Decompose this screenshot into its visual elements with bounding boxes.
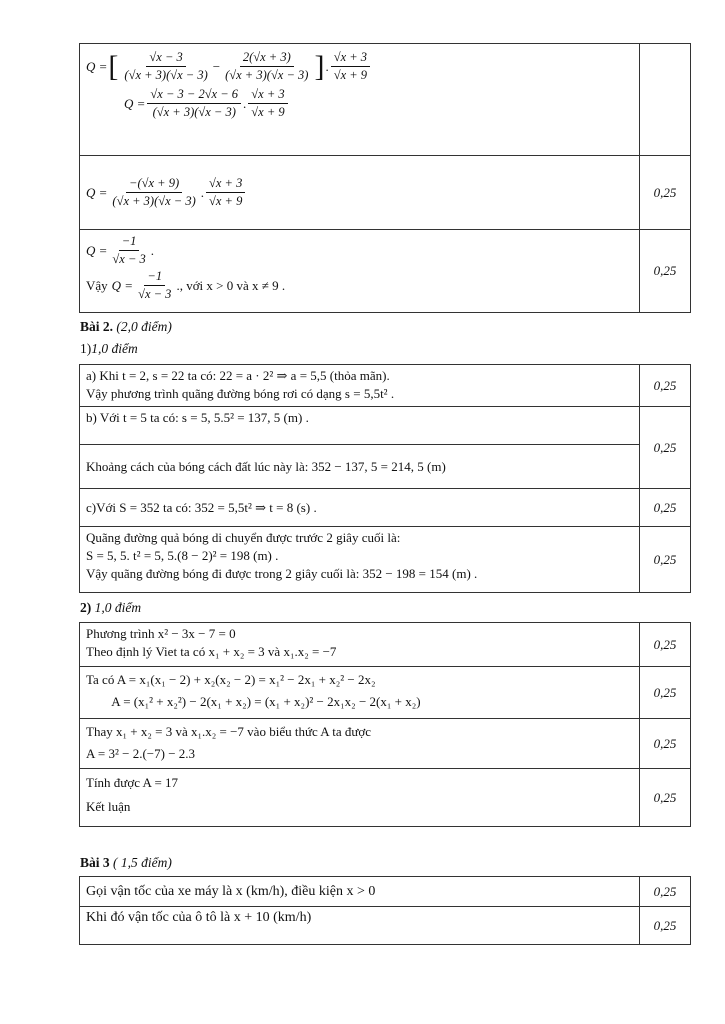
answer-cell: Khoảng cách của bóng cách đất lúc này là: 352 − 137, 5 = 214, 5 (m) bbox=[80, 445, 640, 489]
fraction: $\frac{-1}{√x - 3}$ bbox=[112, 234, 146, 266]
score-cell: 0,25 bbox=[640, 623, 691, 667]
answer-cell: Ta có A = x₁(x₁ − 2) + x₂(x₂ − 2) = x₁² − 2x₁ + x₂² − 2x₂ A = (x₁² + x₂²) − 2(x₁ + x₂) = (x₁ + x₂)² − 2x₁x₂ − 2(x₁ + x₂) bbox=[80, 667, 640, 719]
bai2-part1-table bbox=[79, 364, 691, 593]
q-equation-4: Q = $\frac{-1}{√x - 3}$ . bbox=[86, 234, 155, 266]
q-label: Q = bbox=[86, 242, 108, 258]
table-row bbox=[80, 667, 691, 719]
score-cell: 0,25 bbox=[640, 156, 691, 230]
table-row bbox=[80, 365, 691, 407]
bai3-heading: Bài 3 ( 1,5 điểm) bbox=[80, 855, 172, 870]
q-step-1-cell bbox=[80, 44, 640, 156]
q-simplification-table bbox=[79, 43, 691, 313]
q-equation-1: Q = [ $\frac{√x - 3}{(√x + 3)(√x - 3)}$ − $\frac{2(√x + 3)}{(√x + 3)(√x - 3)}$ ] . $\frac{√x + 3}{√x + 9}$ bbox=[86, 50, 633, 83]
score-cell: 0,25 bbox=[640, 769, 691, 827]
bai2-heading: Bài 2. (2,0 điểm) bbox=[80, 319, 172, 334]
table-row bbox=[80, 44, 691, 156]
fraction: $\frac{√x + 3}{√x + 9}$ bbox=[248, 87, 287, 120]
table-row bbox=[80, 623, 691, 667]
minus-sign: − bbox=[212, 58, 221, 74]
q-conclusion: Vậy Q = $\frac{-1}{√x - 3}$ ., với x > 0 và x ≠ 9 . bbox=[86, 269, 286, 301]
table-row bbox=[80, 907, 691, 945]
score-cell: 0,25 bbox=[640, 877, 691, 907]
answer-cell: Quãng đường quả bóng di chuyển được trước 2 giây cuối là: S = 5, 5. t² = 5, 5.(8 − 2)² = 198 (m) . Vậy quãng đường bóng đi được trong 2 giây cuối là: 352 − 198 = 154 (m) . bbox=[80, 527, 640, 593]
table-row bbox=[80, 877, 691, 907]
fraction: $\frac{√x + 3}{√x + 9}$ bbox=[331, 50, 370, 83]
fraction: $\frac{√x - 3}{(√x + 3)(√x - 3)}$ bbox=[124, 50, 208, 82]
answer-cell: Khi đó vận tốc của ô tô là x + 10 (km/h) bbox=[80, 907, 640, 945]
answer-cell: Phương trình x² − 3x − 7 = 0 Theo định lý Viet ta có x₁ + x₂ = 3 và x₁.x₂ = −7 bbox=[80, 623, 640, 667]
answer-cell: b) Với t = 5 ta có: s = 5, 5.5² = 137, 5 (m) . bbox=[80, 407, 640, 445]
score-cell: 0,25 bbox=[640, 489, 691, 527]
q-label: Q = bbox=[124, 95, 146, 111]
fraction: $\frac{√x + 3}{√x + 9}$ bbox=[206, 176, 245, 209]
answer-cell: a) Khi t = 2, s = 22 ta có: 22 = a · 2² ⇒ a = 5,5 (thỏa mãn). Vậy phương trình quãng đường bóng rơi có dạng s = 5,5t² . bbox=[80, 365, 640, 407]
answer-cell: c)Với S = 352 ta có: 352 = 5,5t² ⇒ t = 8 (s) . bbox=[80, 489, 640, 527]
score-cell: 0,25 bbox=[640, 719, 691, 769]
table-row bbox=[80, 719, 691, 769]
q-label: Q = bbox=[86, 184, 108, 200]
fraction: $\frac{2(√x + 3)}{(√x + 3)(√x - 3)}$ bbox=[225, 50, 309, 82]
score-cell: 0,25 bbox=[640, 407, 691, 489]
close-bracket: ] bbox=[314, 49, 325, 83]
table-row bbox=[80, 769, 691, 827]
table-row bbox=[80, 445, 691, 489]
table-row bbox=[80, 156, 691, 230]
table-row bbox=[80, 527, 691, 593]
q-label: Q = bbox=[111, 277, 134, 293]
score-cell: 0,25 bbox=[640, 667, 691, 719]
fraction: $\frac{-(√x + 9)}{(√x + 3)(√x - 3)}$ bbox=[112, 176, 196, 208]
answer-cell: Tính được A = 17 Kết luận bbox=[80, 769, 640, 827]
bai2-sub1-heading: 1)1,0 điểm bbox=[80, 341, 138, 356]
bai3-table bbox=[79, 876, 691, 945]
open-bracket: [ bbox=[108, 49, 119, 83]
q-step-2-cell bbox=[80, 156, 640, 230]
q-label: Q = bbox=[86, 58, 108, 74]
bai2-part2-table bbox=[79, 622, 691, 827]
bai2-sub2-heading: 2) 1,0 điểm bbox=[80, 600, 142, 615]
table-row bbox=[80, 489, 691, 527]
score-cell: 0,25 bbox=[640, 365, 691, 407]
answer-cell: Thay x₁ + x₂ = 3 và x₁.x₂ = −7 vào biểu thức A ta được A = 3² − 2.(−7) − 2.3 bbox=[80, 719, 640, 769]
score-cell-empty bbox=[640, 44, 691, 156]
q-equation-3: Q = $\frac{-(√x + 9)}{(√x + 3)(√x - 3)}$ . $\frac{√x + 3}{√x + 9}$ bbox=[86, 176, 633, 209]
answer-cell: Gọi vận tốc của xe máy là x (km/h), điều kiện x > 0 bbox=[80, 877, 640, 907]
fraction: $\frac{-1}{√x - 3}$ bbox=[138, 269, 172, 301]
table-row bbox=[80, 407, 691, 445]
fraction: $\frac{√x - 3 - 2√x - 6}{(√x + 3)(√x - 3)}$ bbox=[147, 87, 241, 120]
score-cell: 0,25 bbox=[640, 907, 691, 945]
table-row bbox=[80, 230, 691, 313]
score-cell: 0,25 bbox=[640, 230, 691, 313]
score-cell: 0,25 bbox=[640, 527, 691, 593]
q-step-3-cell bbox=[80, 230, 640, 313]
q-equation-2: Q = $\frac{√x - 3 - 2√x - 6}{(√x + 3)(√x - 3)}$ . $\frac{√x + 3}{√x + 9}$ bbox=[124, 87, 633, 120]
